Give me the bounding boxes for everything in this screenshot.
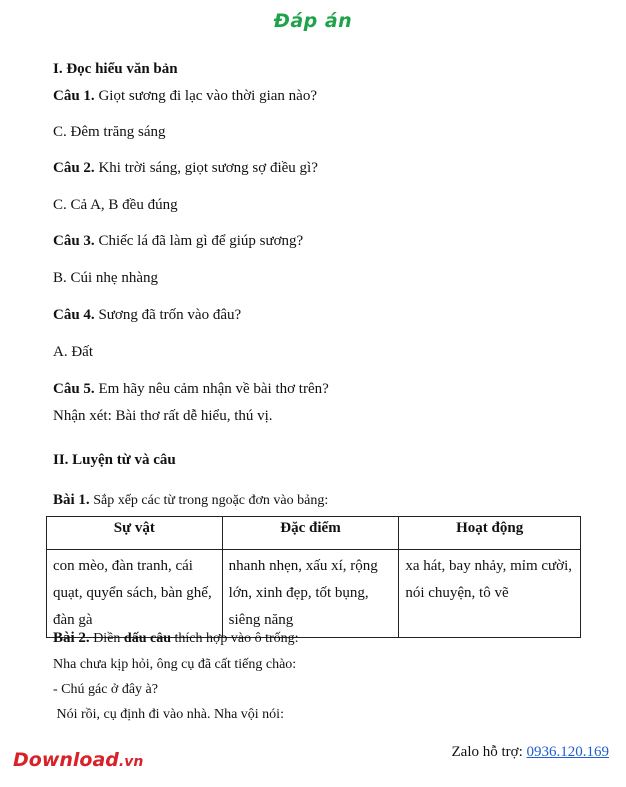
page-title: Đáp án bbox=[273, 10, 353, 32]
table-cell: xa hát, bay nhảy, mỉm cười, nói chuyện, tô vẽ bbox=[399, 550, 581, 638]
bai1-prompt bbox=[53, 492, 328, 509]
logo-main: Download bbox=[13, 749, 119, 771]
bai1-text: Sắp xếp các từ trong ngoặc đơn vào bảng: bbox=[89, 493, 329, 508]
table-header: Đặc điểm bbox=[222, 517, 399, 550]
question-label: Câu 2. bbox=[53, 160, 95, 176]
bai2-text-after: thích hợp vào ô trống: bbox=[170, 631, 299, 646]
question-text: Sương đã trốn vào đâu? bbox=[94, 307, 242, 323]
question-label: Câu 5. bbox=[53, 381, 95, 397]
question-2 bbox=[53, 160, 318, 177]
bai2-label: Bài 2. bbox=[53, 630, 90, 646]
bai2-prompt bbox=[53, 630, 299, 647]
classification-table bbox=[46, 516, 581, 638]
bai2-line: Nha chưa kịp hỏi, ông cụ đã cất tiếng chào: bbox=[53, 657, 297, 672]
table-header-row bbox=[47, 517, 581, 550]
support-info bbox=[452, 744, 610, 761]
question-label: Câu 1. bbox=[53, 88, 95, 104]
answer-2: C. Cả A, B đều đúng bbox=[53, 197, 178, 213]
download-logo[interactable] bbox=[13, 749, 143, 771]
section2-heading: II. Luyện từ và câu bbox=[53, 452, 176, 468]
bai1-label: Bài 1. bbox=[53, 492, 90, 508]
answer-5: Nhận xét: Bài thơ rất dễ hiểu, thú vị. bbox=[53, 408, 273, 424]
bai2-text-before: Điền bbox=[89, 631, 124, 646]
question-text: Khi trời sáng, giọt sương sợ điều gì? bbox=[94, 160, 318, 176]
support-phone-link[interactable]: 0936.120.169 bbox=[526, 744, 609, 760]
logo-suffix: .vn bbox=[118, 754, 144, 770]
question-label: Câu 3. bbox=[53, 233, 95, 249]
question-text: Em hãy nêu cảm nhận về bài thơ trên? bbox=[94, 381, 329, 397]
answer-1: C. Đêm trăng sáng bbox=[53, 124, 166, 140]
question-3 bbox=[53, 233, 303, 250]
section1-heading: I. Đọc hiểu văn bản bbox=[53, 61, 178, 77]
question-1 bbox=[53, 88, 317, 105]
question-4 bbox=[53, 307, 241, 324]
table-row bbox=[47, 550, 581, 638]
question-text: Chiếc lá đã làm gì để giúp sương? bbox=[94, 233, 304, 249]
answer-4: A. Đất bbox=[53, 344, 93, 360]
bai2-line: - Chú gác ở đây à? bbox=[53, 682, 158, 697]
table-header: Hoạt động bbox=[399, 517, 581, 550]
answer-3: B. Cúi nhẹ nhàng bbox=[53, 270, 158, 286]
table-cell: nhanh nhẹn, xấu xí, rộng lớn, xinh đẹp, tốt bụng, siêng năng bbox=[222, 550, 399, 638]
question-5 bbox=[53, 381, 329, 398]
bai2-text-bold: dấu câu bbox=[123, 631, 171, 646]
table-cell: con mèo, đàn tranh, cái quạt, quyển sách, bàn ghế, đàn gà bbox=[47, 550, 223, 638]
question-label: Câu 4. bbox=[53, 307, 95, 323]
support-label: Zalo hỗ trợ: bbox=[451, 744, 527, 760]
question-text: Giọt sương đi lạc vào thời gian nào? bbox=[94, 88, 317, 104]
table-header: Sự vật bbox=[47, 517, 223, 550]
bai2-line: Nói rồi, cụ định đi vào nhà. Nha vội nói: bbox=[53, 707, 284, 722]
